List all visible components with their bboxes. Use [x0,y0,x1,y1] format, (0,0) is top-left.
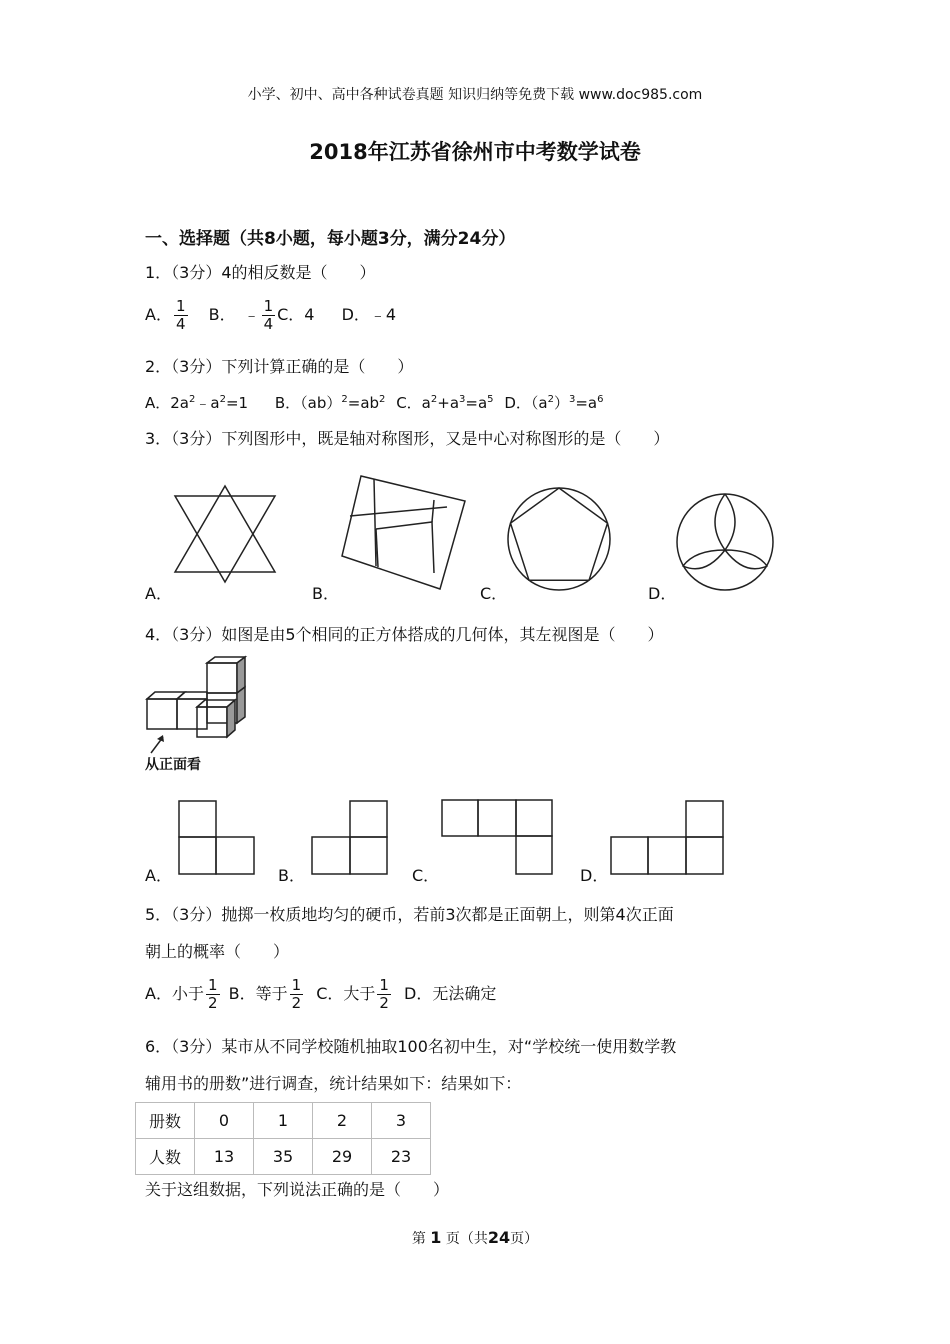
q3-figure-petals-circle [675,492,775,592]
q2-option-b: B．$(ab)^2=ab^2$ [274,394,386,412]
q4-option-c-figure [441,799,557,877]
q5-fraction-a: $\frac{1}{2}$ [207,976,218,1012]
q2-options [145,392,603,413]
table-cell: 23 [372,1139,431,1175]
table-cell: 0 [195,1103,254,1139]
q5-option-d: D．无法确定 [404,984,497,1003]
section-heading: 一、选择题（共8小题，每小题3分，满分24分） [145,229,516,249]
q3-option-a: A． [145,584,172,603]
q4-cube-solid-figure [145,655,255,755]
q5-options [145,977,496,1012]
q2-option-c: C．$a^2+a^3=a^5$ [396,394,494,412]
q5-option-a: A．小于 [145,984,204,1003]
q4-option-a: A． [145,866,172,885]
q5-option-b: B．等于 [228,984,288,1003]
page-title: 2018年江苏省徐州市中考数学试卷 [309,140,641,164]
table-cell: 35 [254,1139,313,1175]
q6-data-table [135,1102,431,1175]
q1-options [145,298,396,333]
q4-option-a-figure [178,800,258,876]
q2-stem: 2．（3分）下列计算正确的是（ ） [145,357,414,376]
table-cell: 人数 [136,1139,195,1175]
page-number: 1 [430,1228,442,1247]
q3-figure-star [170,484,280,584]
page-total: 24 [487,1228,511,1247]
q6-followup: 关于这组数据，下列说法正确的是（ ） [145,1180,450,1199]
q5-stem-line1: 5．（3分）抛掷一枚质地均匀的硬币，若前3次都是正面朝上，则第4次正面 [145,905,674,924]
q5-option-c: C．大于 [316,984,376,1003]
q1-option-a: A． [145,305,172,324]
table-row [136,1103,431,1139]
q3-stem: 3．（3分）下列图形中，既是轴对称图形，又是中心对称图形的是（ ） [145,429,670,448]
q1-stem: 1．（3分）4的相反数是（ ） [145,263,376,282]
q3-option-b: B． [312,584,339,603]
table-cell: 29 [313,1139,372,1175]
q4-stem: 4．（3分）如图是由5个相同的正方体搭成的几何体，其左视图是（ ） [145,625,664,644]
q4-option-d-figure [610,800,726,876]
q4-view-label: 从正面看 [145,757,201,773]
q5-fraction-c: $\frac{1}{2}$ [379,976,389,1012]
q1-option-b: B． ﹣ [208,305,260,324]
q3-figure-squares [340,470,470,595]
q5-stem-line2: 朝上的概率（ ） [145,942,290,961]
table-cell: 3 [372,1103,431,1139]
table-cell: 1 [254,1103,313,1139]
q1-option-c: C．4 [277,305,315,324]
q1-fraction-a: $\frac{1}{4}$ [175,297,186,333]
q6-stem-line1: 6．（3分）某市从不同学校随机抽取100名初中生，对“学校统一使用数学教 [145,1037,677,1056]
table-row [136,1139,431,1175]
site-header: 小学、初中、高中各种试卷真题 知识归纳等免费下载 www.doc985.com [247,87,703,103]
table-cell: 册数 [136,1103,195,1139]
page-footer: 第 1 页（共24页） [411,1228,539,1247]
q5-fraction-b: $\frac{1}{2}$ [291,976,302,1012]
q4-option-d: D． [580,866,609,885]
q3-option-d: D． [648,584,677,603]
q4-option-b: B． [278,866,305,885]
q3-figure-pentagon-circle [506,486,612,592]
q2-option-d: D．$(a^2)^3=a^6$ [504,394,604,412]
table-cell: 13 [195,1139,254,1175]
q4-option-b-figure [311,800,391,876]
q6-stem-line2: 辅用书的册数”进行调查，统计结果如下：结果如下： [145,1074,522,1093]
q3-option-c: C． [480,584,508,603]
q4-option-c: C． [412,866,440,885]
q1-option-d: D．﹣4 [341,305,397,324]
q2-option-a: A．$2a^2﹣a^2=1$ [145,394,249,412]
table-cell: 2 [313,1103,372,1139]
q1-fraction-b: $\frac{1}{4}$ [263,297,274,333]
